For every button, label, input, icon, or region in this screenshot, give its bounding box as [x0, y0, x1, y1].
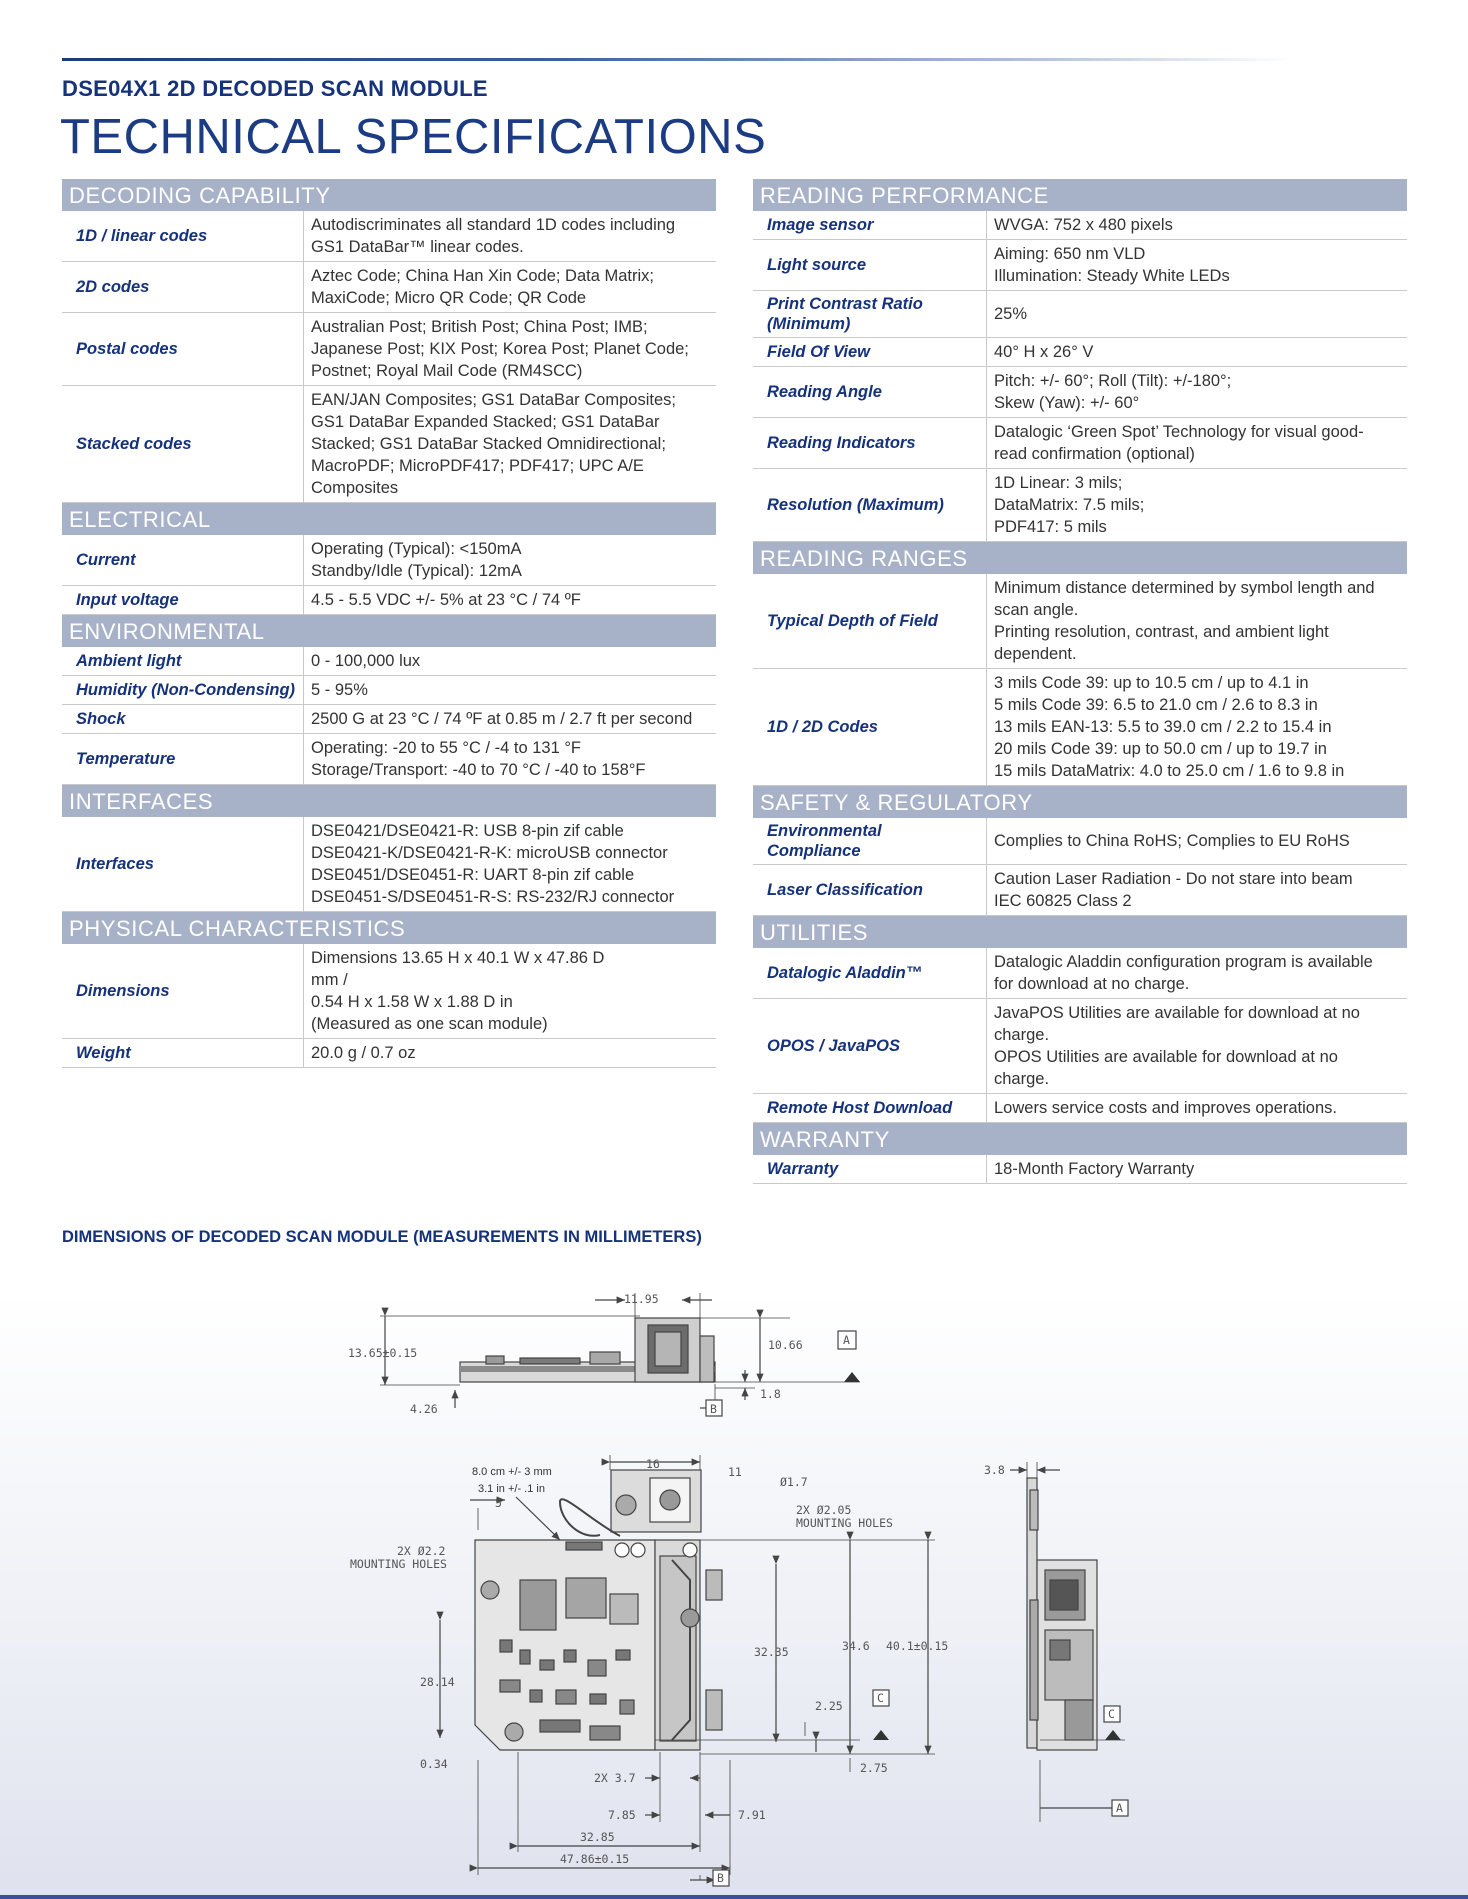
spec-value-line: PDF417: 5 mils — [994, 518, 1107, 536]
dim-10-66: 10.66 — [768, 1338, 803, 1352]
dim-32-35: 32.35 — [754, 1645, 789, 1659]
spec-value-line: GS1 DataBar Expanded Stacked; GS1 DataBar — [311, 413, 660, 431]
ref-b-front: B — [717, 1871, 724, 1885]
spec-value-line: Complies to China RoHS; Complies to EU RoHS — [994, 832, 1350, 850]
spec-value-line: 18-Month Factory Warranty — [994, 1160, 1195, 1178]
dim-7-91: 7.91 — [738, 1808, 766, 1822]
spec-value-line: Operating: -20 to 55 °C / -4 to 131 °F — [311, 739, 582, 757]
spec-label: Remote Host Download — [753, 1094, 987, 1123]
spec-label: Ambient light — [62, 647, 304, 676]
section-header-utilities: UTILITIES — [753, 916, 1407, 948]
spec-value-line: for download at no charge. — [994, 975, 1190, 993]
spec-value-line: (Measured as one scan module) — [311, 1015, 548, 1033]
cable-length-metric: 8.0 cm +/- 3 mm — [472, 1466, 552, 1478]
spec-label: Weight — [62, 1039, 304, 1068]
spec-value-line: 0.54 H x 1.58 W x 1.88 D in — [311, 993, 513, 1011]
dim-dia-1-7: Ø1.7 — [780, 1475, 808, 1489]
spec-label: Image sensor — [753, 211, 987, 240]
spec-value-line: 5 mils Code 39: 6.5 to 21.0 cm / 2.6 to 8.3 in — [994, 696, 1318, 714]
dim-4-26: 4.26 — [410, 1402, 438, 1416]
ref-a-edge: A — [1116, 1801, 1123, 1815]
spec-value-line: 20 mils Code 39: up to 50.0 cm / up to 19.7 in — [994, 740, 1327, 758]
holes-2x-2-05-label: MOUNTING HOLES — [796, 1516, 893, 1530]
spec-value-line: dependent. — [994, 645, 1077, 663]
spec-value-line: GS1 DataBar™ linear codes. — [311, 238, 524, 256]
holes-2x-2-05: 2X Ø2.05 — [796, 1503, 852, 1517]
ref-a-top: A — [843, 1333, 850, 1347]
section-header-physical-characteristics: PHYSICAL CHARACTERISTICS — [62, 912, 716, 944]
ref-b-top: B — [710, 1402, 717, 1416]
dim-3-8: 3.8 — [984, 1463, 1005, 1477]
spec-value-line: Stacked; GS1 DataBar Stacked Omnidirectional; — [311, 435, 666, 453]
spec-value-line: charge. — [994, 1070, 1050, 1088]
spec-value-line: Printing resolution, contrast, and ambient light — [994, 623, 1329, 641]
dim-5: 5 — [495, 1496, 502, 1510]
spec-value-line: MaxiCode; Micro QR Code; QR Code — [311, 289, 587, 307]
spec-label: 2D codes — [62, 262, 304, 313]
spec-value-line: 1D Linear: 3 mils; — [994, 474, 1123, 492]
spec-value-line: 5 - 95% — [311, 681, 368, 699]
document-subtitle: DSE04X1 2D DECODED SCAN MODULE — [62, 76, 488, 101]
ref-c-front: C — [877, 1691, 884, 1705]
spec-label: Shock — [62, 705, 304, 734]
spec-label: Interfaces — [62, 817, 304, 912]
spec-label: Warranty — [753, 1155, 987, 1184]
spec-value-line: 2500 G at 23 °C / 74 ºF at 0.85 m / 2.7 ft per second — [311, 710, 693, 728]
section-header-reading-performance: READING PERFORMANCE — [753, 179, 1407, 211]
spec-label: Field Of View — [753, 338, 987, 367]
spec-label: Reading Angle — [753, 367, 987, 418]
section-header-decoding-capability: DECODING CAPABILITY — [62, 179, 716, 211]
spec-value-line: DSE0421/DSE0421-R: USB 8-pin zif cable — [311, 822, 624, 840]
dimensions-title: DIMENSIONS OF DECODED SCAN MODULE (MEASUREMENTS IN MILLIMETERS) — [62, 1228, 702, 1246]
spec-label: Laser Classification — [753, 865, 987, 916]
spec-value-line: charge. — [994, 1026, 1050, 1044]
spec-value-line: MacroPDF; MicroPDF417; PDF417; UPC A/E — [311, 457, 644, 475]
spec-value-line: DSE0421-K/DSE0421-R-K: microUSB connector — [311, 844, 668, 862]
spec-value-line: JavaPOS Utilities are available for download at no — [994, 1004, 1360, 1022]
spec-label: Typical Depth of Field — [753, 574, 987, 669]
spec-value-line: WVGA: 752 x 480 pixels — [994, 216, 1173, 234]
spec-label: Datalogic Aladdin™ — [753, 948, 987, 999]
spec-value-line: 20.0 g / 0.7 oz — [311, 1044, 416, 1062]
spec-label: Print Contrast Ratio (Minimum) — [753, 291, 987, 338]
spec-label: Input voltage — [62, 586, 304, 615]
spec-label: Postal codes — [62, 313, 304, 386]
bottom-band — [0, 1895, 1468, 1899]
spec-value-line: Illumination: Steady White LEDs — [994, 267, 1230, 285]
spec-label: Humidity (Non-Condensing) — [62, 676, 304, 705]
edge-view-drawing — [1010, 1462, 1128, 1822]
spec-value-line: Composites — [311, 479, 399, 497]
dim-1-8: 1.8 — [760, 1387, 781, 1401]
spec-value-line: 15 mils DataMatrix: 4.0 to 25.0 cm / 1.6 to 9.8 in — [994, 762, 1345, 780]
dim-11: 11 — [728, 1465, 742, 1479]
spec-value-line: 40° H x 26° V — [994, 343, 1094, 361]
spec-value-line: Autodiscriminates all standard 1D codes including — [311, 216, 676, 234]
spec-value-line: Skew (Yaw): +/- 60° — [994, 394, 1140, 412]
dim-34-6: 34.6 — [842, 1639, 870, 1653]
section-header-interfaces: INTERFACES — [62, 785, 716, 817]
spec-value-line: 3 mils Code 39: up to 10.5 cm / up to 4.1 in — [994, 674, 1309, 692]
dim-2-25: 2.25 — [815, 1699, 843, 1713]
dim-28-14: 28.14 — [420, 1675, 455, 1689]
spec-value-line: 0 - 100,000 lux — [311, 652, 421, 670]
spec-label: Resolution (Maximum) — [753, 469, 987, 542]
spec-value-line: IEC 60825 Class 2 — [994, 892, 1132, 910]
spec-label: Reading Indicators — [753, 418, 987, 469]
dim-2x-3-7: 2X 3.7 — [594, 1771, 636, 1785]
spec-label: OPOS / JavaPOS — [753, 999, 987, 1094]
spec-label: Dimensions — [62, 944, 304, 1039]
cable-length-imperial: 3.1 in +/- .1 in — [478, 1483, 545, 1495]
ref-c-edge: C — [1108, 1707, 1115, 1721]
spec-value-line: Operating (Typical): <150mA — [311, 540, 522, 558]
spec-value-line: Datalogic ‘Green Spot’ Technology for visual good- — [994, 423, 1364, 441]
spec-value-line: Storage/Transport: -40 to 70 °C / -40 to 158°F — [311, 761, 646, 779]
spec-label: 1D / 2D Codes — [753, 669, 987, 786]
spec-label: Environmental Compliance — [753, 818, 987, 865]
spec-label: Stacked codes — [62, 386, 304, 503]
section-header-safety-regulatory: SAFETY & REGULATORY — [753, 786, 1407, 818]
dim-47-86: 47.86±0.15 — [560, 1852, 630, 1866]
spec-value-line: Lowers service costs and improves operations. — [994, 1099, 1337, 1117]
section-header-warranty: WARRANTY — [753, 1123, 1407, 1155]
spec-label: Current — [62, 535, 304, 586]
section-header-environmental: ENVIRONMENTAL — [62, 615, 716, 647]
dim-2-75: 2.75 — [860, 1761, 888, 1775]
dim-11-95: 11.95 — [624, 1292, 659, 1306]
dim-32-85: 32.85 — [580, 1830, 615, 1844]
spec-value-line: DSE0451-S/DSE0451-R-S: RS-232/RJ connector — [311, 888, 675, 906]
spec-label: 1D / linear codes — [62, 211, 304, 262]
spec-value-line: scan angle. — [994, 601, 1079, 619]
dim-7-85: 7.85 — [608, 1808, 636, 1822]
spec-value-line: read confirmation (optional) — [994, 445, 1195, 463]
section-header-electrical: ELECTRICAL — [62, 503, 716, 535]
spec-value-line: Datalogic Aladdin configuration program is available — [994, 953, 1373, 971]
side-view-drawing — [380, 1293, 860, 1416]
spec-value-line: EAN/JAN Composites; GS1 DataBar Composites; — [311, 391, 676, 409]
spec-value-line: Minimum distance determined by symbol length and — [994, 579, 1375, 597]
spec-value-line: Caution Laser Radiation - Do not stare into beam — [994, 870, 1353, 888]
spec-value-line: Australian Post; British Post; China Post; IMB; — [311, 318, 648, 336]
spec-value-line: Japanese Post; KIX Post; Korea Post; Planet Code; — [311, 340, 689, 358]
spec-label: Temperature — [62, 734, 304, 785]
spec-value-line: mm / — [311, 971, 348, 989]
holes-2x-2-2-label: MOUNTING HOLES — [350, 1557, 447, 1571]
dim-16: 16 — [646, 1457, 660, 1471]
holes-2x-2-2: 2X Ø2.2 — [397, 1544, 446, 1558]
page-title: TECHNICAL SPECIFICATIONS — [60, 110, 767, 164]
spec-value-line: Postnet; Royal Mail Code (RM4SCC) — [311, 362, 583, 380]
spec-value-line: 25% — [994, 305, 1028, 323]
spec-label: Light source — [753, 240, 987, 291]
dim-13-65: 13.65±0.15 — [348, 1346, 418, 1360]
spec-value-line: OPOS Utilities are available for download at no — [994, 1048, 1338, 1066]
spec-value-line: 4.5 - 5.5 VDC +/- 5% at 23 °C / 74 ºF — [311, 591, 581, 609]
spec-value-line: Standby/Idle (Typical): 12mA — [311, 562, 522, 580]
dim-0-34: 0.34 — [420, 1757, 448, 1771]
spec-value-line: DSE0451/DSE0451-R: UART 8-pin zif cable — [311, 866, 635, 884]
spec-value-line: Dimensions 13.65 H x 40.1 W x 47.86 D — [311, 949, 605, 967]
spec-value-line: Aztec Code; China Han Xin Code; Data Matrix; — [311, 267, 654, 285]
section-header-reading-ranges: READING RANGES — [753, 542, 1407, 574]
dim-40-1: 40.1±0.15 — [886, 1639, 949, 1653]
spec-value-line: 13 mils EAN-13: 5.5 to 39.0 cm / 2.2 to 15.4 in — [994, 718, 1332, 736]
spec-value-line: Aiming: 650 nm VLD — [994, 245, 1146, 263]
spec-value-line: DataMatrix: 7.5 mils; — [994, 496, 1145, 514]
spec-value-line: Pitch: +/- 60°; Roll (Tilt): +/-180°; — [994, 372, 1232, 390]
